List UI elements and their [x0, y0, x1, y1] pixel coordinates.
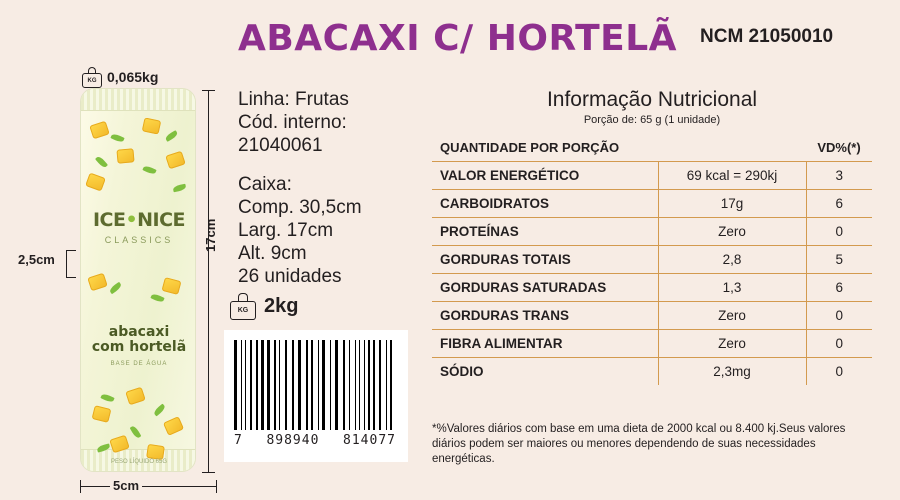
- mint-leaf-graphic: [95, 155, 108, 169]
- pineapple-graphic: [116, 148, 134, 163]
- nutrient-vd: 0: [806, 218, 872, 246]
- unit-weight: [82, 66, 158, 88]
- spec-box-units: 26 unidades: [238, 266, 342, 287]
- pineapple-graphic: [85, 173, 106, 192]
- barcode-digits: [234, 430, 398, 448]
- barcode: [224, 330, 408, 462]
- pineapple-graphic: [89, 121, 109, 140]
- barcode-bars: [234, 340, 398, 430]
- nutrient-vd: 3: [806, 162, 872, 190]
- nutrient-name: SÓDIO: [432, 358, 658, 386]
- pineapple-graphic: [165, 151, 185, 170]
- table-row: [432, 190, 872, 218]
- table-row: [432, 162, 872, 190]
- barcode-group-1: 898940: [266, 433, 320, 448]
- nutrient-name: GORDURAS SATURADAS: [432, 274, 658, 302]
- spec-line: Linha: Frutas: [238, 89, 349, 110]
- mint-leaf-graphic: [100, 393, 114, 404]
- scale-icon-label: KG: [230, 301, 256, 320]
- nutrient-quantity: 17g: [658, 190, 806, 218]
- unit-weight-value: 0,065kg: [107, 69, 159, 85]
- thickness-dimension-bracket: [66, 250, 76, 278]
- package-base-text: BASE DE ÁGUA: [110, 361, 168, 367]
- spec-code-label: Cód. interno:: [238, 112, 347, 133]
- spec-box-length: Comp. 30,5cm: [238, 197, 362, 218]
- table-header-row: [432, 134, 872, 162]
- package-brand: ICE•NICE: [92, 209, 186, 231]
- nutrient-vd: 0: [806, 358, 872, 386]
- spec-box-width: Larg. 17cm: [238, 220, 334, 241]
- spec-box-height: Alt. 9cm: [238, 243, 307, 264]
- pineapple-graphic: [142, 117, 162, 134]
- header-vd: VD%(*): [806, 134, 872, 162]
- nutrient-quantity: Zero: [658, 330, 806, 358]
- table-row: [432, 218, 872, 246]
- nutrient-quantity: 2,8: [658, 246, 806, 274]
- height-dimension-line: [208, 90, 209, 472]
- mint-leaf-graphic: [142, 165, 156, 176]
- nutrient-vd: 5: [806, 246, 872, 274]
- nutrient-name: GORDURAS TOTAIS: [432, 246, 658, 274]
- nutrient-name: FIBRA ALIMENTAR: [432, 330, 658, 358]
- spec-box-label: Caixa:: [238, 174, 292, 195]
- width-dimension-label: 5cm: [110, 478, 142, 493]
- brand-part-2: NICE: [137, 209, 186, 231]
- product-package: [80, 88, 196, 472]
- package-flavor-line2: com hortelã: [91, 339, 187, 355]
- package-sub-brand: CLASSICS: [104, 235, 174, 245]
- package-flavor: [81, 325, 196, 355]
- product-image-block: [18, 62, 225, 493]
- scale-icon-label: KG: [82, 73, 102, 88]
- nutrition-portion: Porção de: 65 g (1 unidade): [583, 114, 721, 126]
- package-crimp-top: [81, 89, 196, 111]
- mint-leaf-graphic: [173, 184, 187, 193]
- nutrient-name: PROTEÍNAS: [432, 218, 658, 246]
- height-dimension-label: 17cm: [203, 218, 218, 252]
- nutrient-vd: 6: [806, 190, 872, 218]
- nutrient-vd: 0: [806, 330, 872, 358]
- pineapple-graphic: [87, 273, 107, 292]
- height-dimension-cap-top: [202, 90, 215, 91]
- mint-leaf-graphic: [153, 404, 167, 417]
- mint-leaf-graphic: [108, 282, 122, 294]
- box-weight: [230, 292, 298, 320]
- ncm-code: NCM 21050010: [700, 26, 834, 47]
- table-row: [432, 274, 872, 302]
- nutrient-name: CARBOIDRATOS: [432, 190, 658, 218]
- nutrient-name: GORDURAS TRANS: [432, 302, 658, 330]
- table-row: [432, 330, 872, 358]
- scale-icon: [82, 66, 102, 88]
- nutrient-quantity: Zero: [658, 302, 806, 330]
- pineapple-graphic: [92, 405, 112, 423]
- mint-leaf-graphic: [130, 425, 142, 439]
- table-row: [432, 302, 872, 330]
- barcode-group-2: 814077: [343, 433, 396, 448]
- thickness-dimension-label: 2,5cm: [18, 252, 55, 267]
- table-row: [432, 358, 872, 386]
- width-dimension-line: [80, 486, 216, 487]
- spec-code-value: 21040061: [238, 135, 323, 156]
- nutrient-quantity: Zero: [658, 218, 806, 246]
- nutrition-title: Informação Nutricional: [546, 88, 758, 111]
- nutrient-quantity: 69 kcal = 290kj: [658, 162, 806, 190]
- package-net-weight: PESO LÍQUIDO 65G: [110, 459, 168, 465]
- mint-leaf-graphic: [164, 130, 178, 142]
- nutrient-quantity: 2,3mg: [658, 358, 806, 386]
- package-flavor-line1: abacaxi: [108, 324, 170, 340]
- brand-part-1: ICE: [92, 209, 126, 231]
- nutrient-quantity: 1,3: [658, 274, 806, 302]
- mint-leaf-graphic: [110, 133, 124, 144]
- width-dimension-cap-left: [80, 480, 81, 493]
- scale-icon: [230, 292, 256, 320]
- pineapple-graphic: [146, 444, 165, 460]
- header-quantity: QUANTIDADE POR PORÇÃO: [432, 134, 806, 162]
- nutrient-vd: 0: [806, 302, 872, 330]
- mint-leaf-graphic: [150, 293, 164, 304]
- height-dimension-cap-bottom: [202, 472, 215, 473]
- pineapple-graphic: [163, 416, 184, 436]
- nutrition-footnote: *%Valores diários com base em uma dieta de 2000 kcal ou 8.400 kj.Seus valores diários podem ser maiores ou menores dependendo de suas necessidades energéticas.: [432, 423, 846, 465]
- nutrient-name: VALOR ENERGÉTICO: [432, 162, 658, 190]
- width-dimension-cap-right: [216, 480, 217, 493]
- nutrition-table: [432, 134, 872, 385]
- table-row: [432, 246, 872, 274]
- pineapple-graphic: [125, 387, 145, 406]
- box-weight-value: 2kg: [264, 294, 299, 317]
- nutrient-vd: 6: [806, 274, 872, 302]
- barcode-left-digit: 7: [234, 433, 243, 448]
- pineapple-graphic: [161, 277, 181, 295]
- page-title: ABACAXI C/ HORTELÃ: [238, 18, 678, 59]
- product-specs: [238, 88, 418, 288]
